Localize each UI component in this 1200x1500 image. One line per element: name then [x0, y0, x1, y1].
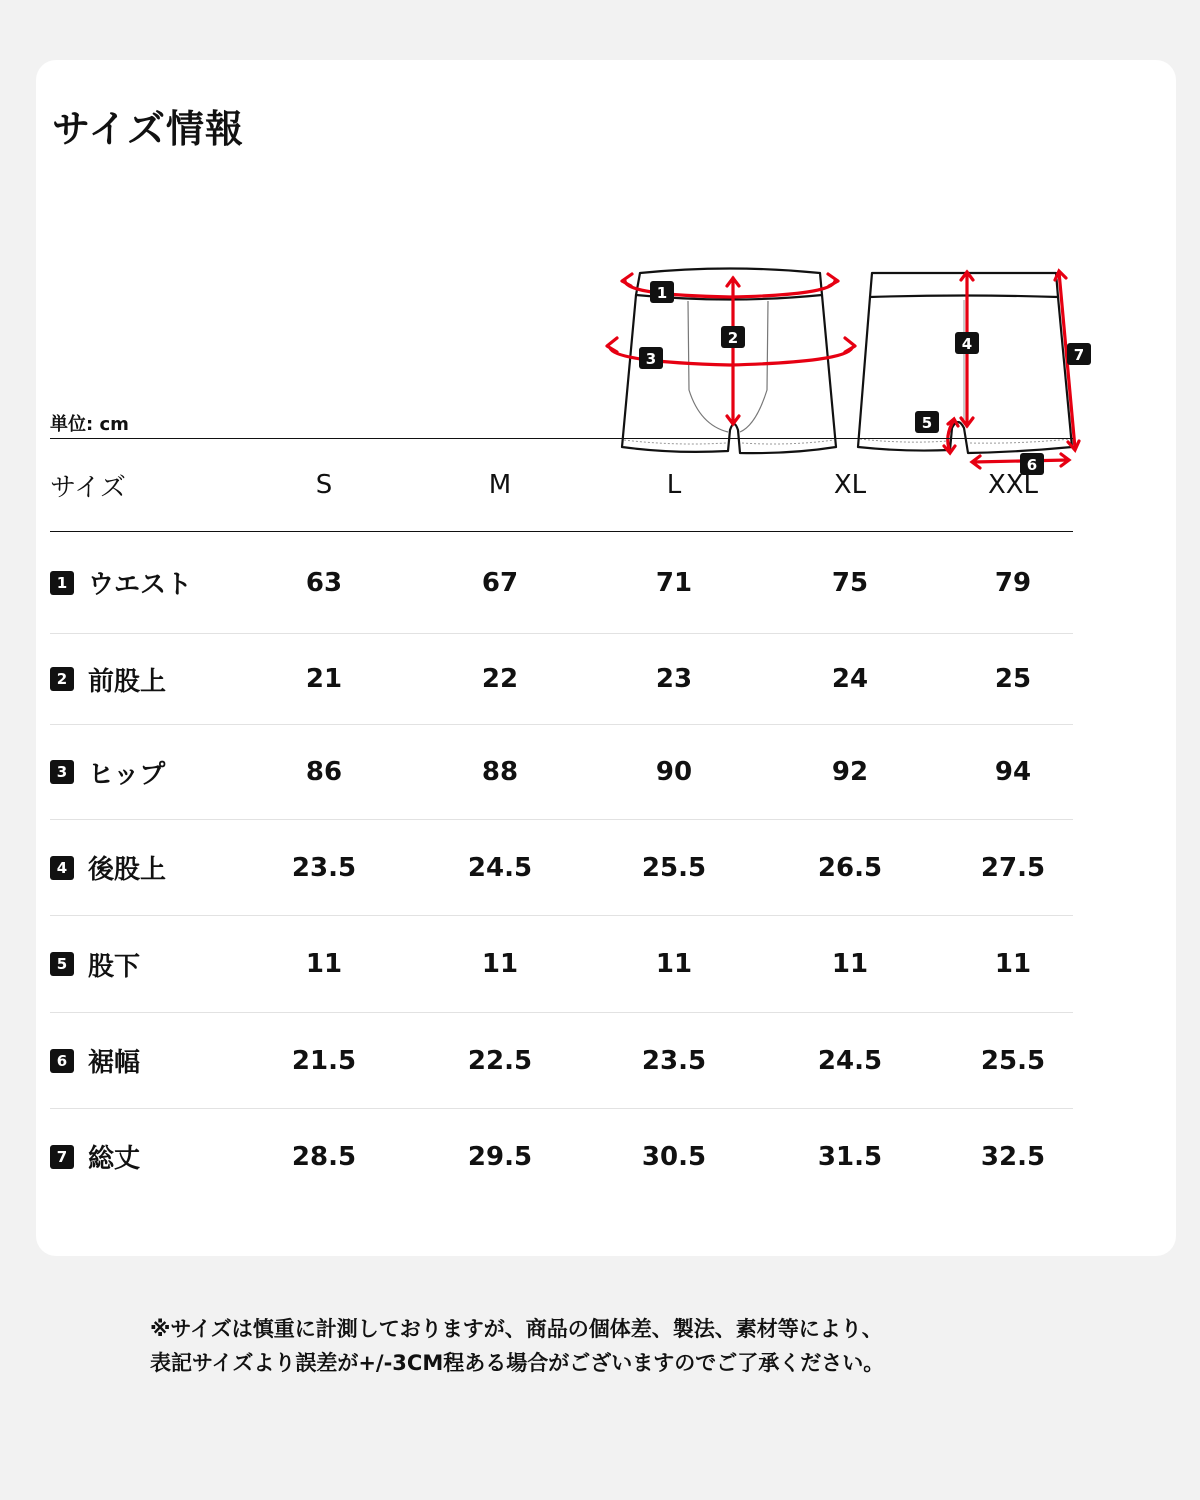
table-cell: 23.5: [291, 852, 357, 883]
table-cell: 11: [655, 949, 693, 979]
size-table: [50, 438, 1073, 1204]
front-body: [622, 295, 836, 453]
table-cell: 79: [994, 567, 1032, 598]
disclaimer-note: [150, 1312, 884, 1380]
table-cell: 21.5: [291, 1045, 357, 1076]
table-cell: 11: [994, 949, 1032, 979]
table-cell: 90: [655, 757, 693, 787]
hip-arrow-right: [845, 338, 855, 352]
table-row: [50, 532, 1073, 634]
table-cell: 71: [655, 567, 693, 598]
row-label-text: 前股上: [88, 666, 167, 697]
row-label: [50, 1013, 270, 1108]
row-label: [50, 634, 270, 724]
table-row: [50, 1013, 1073, 1109]
hip-arrow-left: [607, 338, 617, 352]
table-cell: 67: [481, 567, 519, 598]
svg-text:7: 7: [1073, 346, 1085, 364]
marker-7: [1067, 343, 1091, 365]
table-cell: 21: [305, 664, 343, 694]
svg-text:5: 5: [921, 414, 933, 432]
table-body: [50, 532, 1073, 1204]
table-cell: 11: [305, 949, 343, 979]
table-row: [50, 1109, 1073, 1204]
header-size-xl: XL: [833, 470, 867, 500]
waist-arrow-left: [622, 274, 632, 286]
table-cell: 24: [831, 664, 869, 694]
marker-3: [639, 347, 663, 369]
svg-text:1: 1: [656, 284, 668, 302]
svg-text:2: 2: [727, 329, 739, 347]
table-cell: 23: [655, 664, 693, 694]
table-header-row: [50, 438, 1073, 532]
marker-4: [955, 332, 979, 354]
table-cell: 32.5: [980, 1141, 1046, 1172]
table-row: [50, 725, 1073, 820]
table-cell: 86: [305, 757, 343, 787]
header-size-l: L: [666, 470, 682, 500]
table-cell: 31.5: [817, 1141, 883, 1172]
row-number-badge: 2: [50, 667, 74, 691]
marker-5: [915, 411, 939, 433]
table-cell: 94: [994, 757, 1032, 787]
row-label: [50, 916, 270, 1012]
row-number-badge: 7: [50, 1145, 74, 1169]
table-cell: 26.5: [817, 852, 883, 883]
header-size-s: S: [315, 470, 333, 500]
row-label-text: 裾幅: [88, 1048, 141, 1078]
table-cell: 22.5: [467, 1045, 533, 1076]
table-row: [50, 634, 1073, 725]
table-cell: 23.5: [641, 1045, 707, 1076]
row-label: [50, 725, 270, 819]
back-body: [858, 297, 1072, 453]
table-cell: 27.5: [980, 852, 1046, 883]
table-cell: 75: [831, 567, 869, 598]
svg-text:4: 4: [961, 335, 973, 353]
waist-arrow-right: [828, 274, 838, 286]
header-size-label: サイズ: [50, 472, 126, 503]
svg-text:3: 3: [645, 350, 657, 368]
row-number-badge: 1: [50, 571, 74, 595]
header-size-m: M: [488, 470, 512, 500]
row-label-text: 股下: [88, 951, 141, 982]
row-label-text: ウエスト: [88, 570, 193, 600]
note-line-1: ※サイズは慎重に計測しておりますが、商品の個体差、製法、素材等により、: [150, 1317, 883, 1341]
table-cell: 22: [481, 664, 519, 694]
svg-text:6: 6: [1026, 456, 1038, 474]
row-label: [50, 532, 270, 633]
row-number-badge: 4: [50, 856, 74, 880]
unit-label: 単位: cm: [50, 414, 129, 435]
row-label-text: 後股上: [88, 855, 167, 885]
table-cell: 11: [481, 949, 519, 979]
page-title: サイズ情報: [52, 107, 244, 151]
table-cell: 24.5: [817, 1045, 883, 1076]
table-cell: 28.5: [291, 1141, 357, 1172]
row-number-badge: 3: [50, 760, 74, 784]
header-size-xxl: XXL: [987, 470, 1039, 500]
table-cell: 63: [305, 567, 343, 598]
row-number-badge: 6: [50, 1049, 74, 1073]
table-cell: 24.5: [467, 852, 533, 883]
table-cell: 25.5: [980, 1045, 1046, 1076]
table-cell: 30.5: [641, 1141, 707, 1172]
row-label: [50, 1109, 270, 1204]
table-row: [50, 916, 1073, 1013]
marker-1: [650, 281, 674, 303]
row-label-text: 総丈: [88, 1144, 141, 1174]
table-cell: 11: [831, 949, 869, 979]
table-row: [50, 820, 1073, 916]
row-number-badge: 5: [50, 952, 74, 976]
note-line-2: 表記サイズより誤差が+/-3CM程ある場合がございますのでご了承ください。: [150, 1351, 885, 1375]
row-label-text: ヒップ: [88, 759, 166, 790]
row-label: [50, 820, 270, 915]
table-cell: 29.5: [467, 1141, 533, 1172]
table-cell: 88: [481, 757, 519, 787]
table-cell: 25.5: [641, 852, 707, 883]
marker-2: [721, 326, 745, 348]
table-cell: 25: [994, 664, 1032, 694]
table-cell: 92: [831, 757, 869, 787]
